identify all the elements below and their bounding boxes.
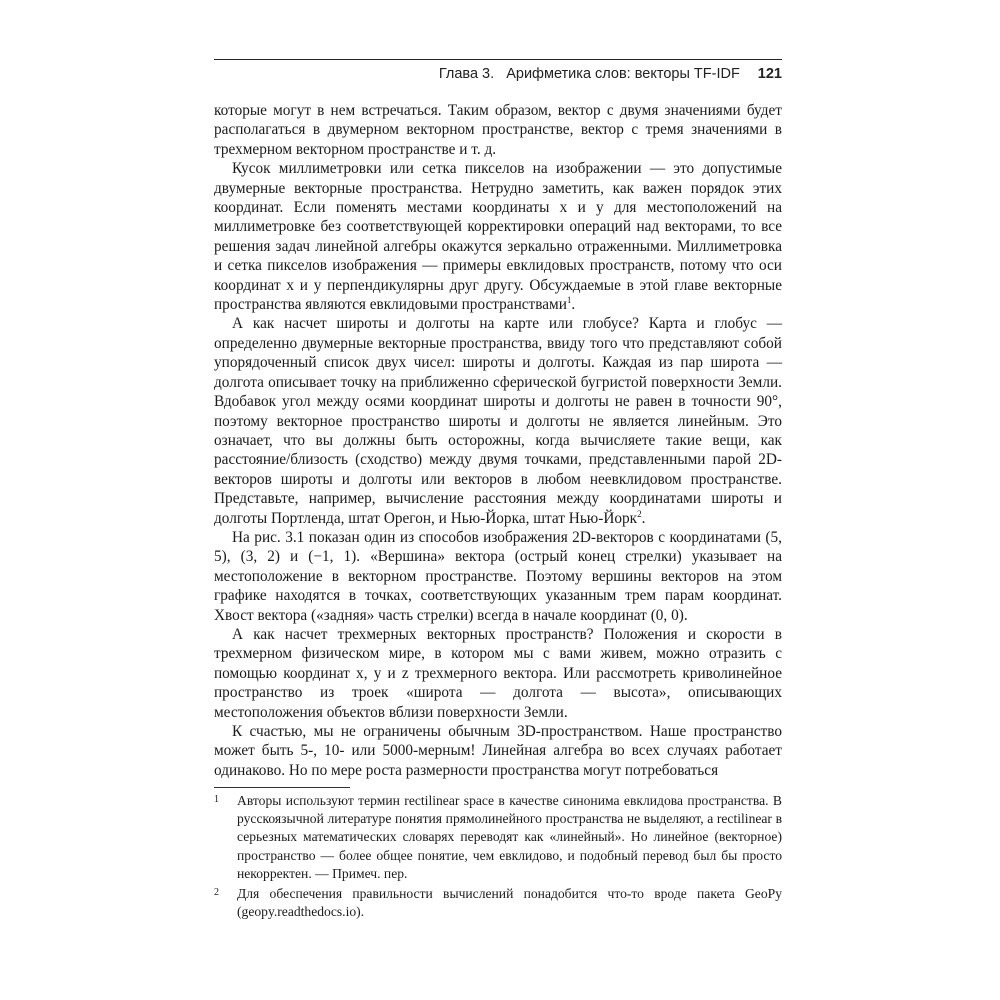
paragraph <box>214 159 782 314</box>
footnote-ref[interactable]: 1 <box>566 294 572 305</box>
footnote-text: Для обеспечения правильности вычислений понадобится что-то вроде пакета GeoPy (geopy.readthedocs.io). <box>237 886 782 920</box>
sentence-end: . <box>571 296 576 314</box>
body-text <box>214 101 782 780</box>
paragraph <box>214 625 782 722</box>
paragraph <box>214 314 782 527</box>
paragraph-text: К счастью, мы не ограничены обычным 3D-пространством. Наше пространство может быть 5-, 10- или 5000-мерным! Линейная алгебра во всех случаях работает одинаково. Но по мере роста размерности пространства могут потребоваться <box>214 723 782 779</box>
footnote-ref[interactable]: 2 <box>637 508 642 519</box>
paragraph-text: Кусок миллиметровки или сетка пикселов на изображении — это допустимые двумерные векторные пространства. Нетрудно заметить, как важен порядок этих координат. Если поменять местами координаты x и y для местоположений на миллиметровке без соответствующей корректировки операций над векторами, то все решения задач линейной алгебры окажутся зеркально отраженными. Миллиметровка и сетка пикселов изображения — примеры евклидовых пространств, потому что оси координат x и y перпендикулярны друг другу. Обсуждаемые в этой главе векторные пространства являются евклидовыми пространствами <box>214 160 782 314</box>
paragraph-text: На рис. 3.1 показан один из способов изображения 2D-векторов с координатами (5, 5), (3, 2) и (−1, 1). «Вершина» вектора (острый конец стрелки) указывает на местоположение в векторном пространстве. Поэтому вершины векторов на этом графике находятся в точках, соответствующих указанным трем парам координат. Хвост вектора («задняя» часть стрелки) всегда в начале координат (0, 0). <box>214 528 782 624</box>
footnote <box>214 885 782 921</box>
footnote-text: Авторы используют термин rectilinear space в качестве синонима евклидова пространства. В русскоязычной литературе понятия прямолинейного пространства не выделяют, а rectilinear в серьезных математических словарях переводят как «линейный». Но линейное (векторное) пространство — более общее понятие, чем евклидово, и подобный перевод был бы просто некорректен. — Примеч. пер. <box>237 793 782 881</box>
paragraph <box>214 722 782 780</box>
chapter-title: Глава 3. Арифметика слов: векторы TF-IDF <box>438 66 740 82</box>
footnote-mark: 2 <box>214 887 219 899</box>
paragraph-text: которые могут в нем встречаться. Таким образом, вектор с двумя значениями будет располагаться в двумерном векторном пространстве, вектор с тремя значениями в трехмерном векторном пространстве и т. д. <box>214 102 782 158</box>
page-number: 121 <box>757 66 782 82</box>
paragraph <box>214 528 782 625</box>
paragraph-text: А как насчет трехмерных векторных пространств? Положения и скорости в трехмерном физическом мире, в котором мы с вами живем, можно отразить с помощью координат x, y и z трехмерного вектора. Или рассмотреть криволинейное пространство из троек «широта — долгота — высота», описывающих местоположения объектов вблизи поверхности Земли. <box>214 625 782 721</box>
paragraph <box>214 101 782 159</box>
footnotes <box>214 792 782 923</box>
sentence-end: . <box>641 509 646 527</box>
footnote <box>214 792 782 883</box>
running-header <box>214 63 782 85</box>
footnote-mark: 1 <box>214 794 219 805</box>
paragraph-text: А как насчет широты и долготы на карте или глобусе? Карта и глобус — определенно двумерные векторные пространства, ввиду того что представляют собой упорядоченный список двух чисел: широты и долготы. Каждая из пар широта — долгота описывает точку на приближенно сферической бугристой поверхности Земли. Вдобавок угол между осями координат широты и долготы не равен в точности 90°, поэтому векторное пространство широты и долготы не является линейным. Это означает, что вы должны быть осторожны, когда вычисляете такие вещи, как расстояние/близость (сходство) между двумя точками, представленными парой 2D-векторов широты и долготы или векторов в любом неевклидовом пространстве. Представьте, например, вычисление расстояния между координатами широты и долготы Портленда, штат Орегон, и Нью-Йорка, штат Нью-Йорк <box>214 315 782 527</box>
footnote-rule <box>214 787 350 788</box>
header-rule <box>214 59 782 60</box>
